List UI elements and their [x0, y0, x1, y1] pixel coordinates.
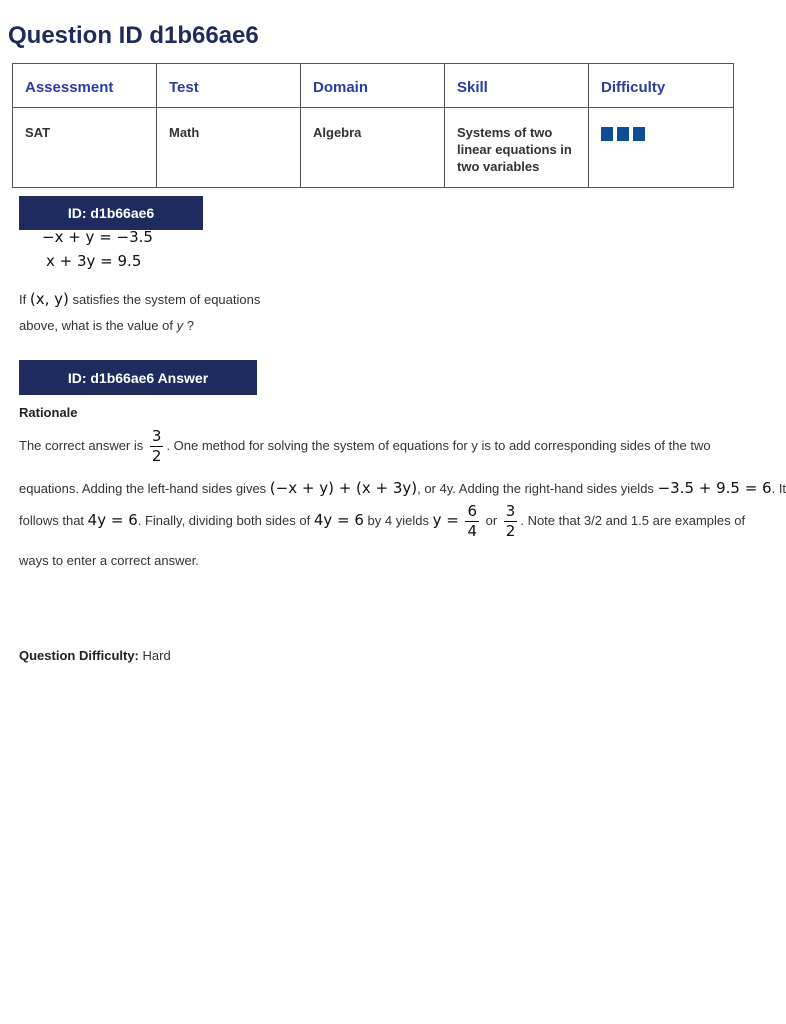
value-skill — [445, 108, 589, 188]
question-meta-table — [12, 63, 734, 188]
fraction-numerator: 6 — [467, 502, 477, 520]
skill-line: linear equations in — [457, 142, 572, 157]
header-skill: Skill — [445, 64, 589, 108]
rationale-text: . It — [771, 481, 786, 496]
header-difficulty: Difficulty — [589, 64, 734, 108]
math-expression: −3.5 + 9.5 = 6 — [657, 479, 772, 497]
skill-line: two variables — [457, 159, 540, 174]
header-domain: Domain — [301, 64, 445, 108]
rationale-text: by 4 yields — [367, 512, 429, 528]
rationale-line-4: ways to enter a correct answer. — [19, 553, 199, 568]
fraction-three-halves — [150, 428, 164, 465]
fraction-six-quarters — [465, 503, 479, 540]
header-test: Test — [157, 64, 301, 108]
difficulty-bar — [617, 127, 629, 141]
fraction-denominator: 4 — [467, 522, 477, 540]
fraction-denominator: 2 — [505, 522, 516, 540]
rationale-line-1 — [19, 428, 711, 465]
rationale-text: , or 4y. Adding the right-hand sides yields — [417, 481, 654, 496]
math-expression: (x, y) — [29, 290, 69, 308]
difficulty-value: Hard — [142, 648, 171, 663]
question-text: ? — [186, 318, 194, 333]
question-text: above, what is the value of — [19, 318, 173, 333]
math-expression: y = — [432, 510, 459, 529]
page-title: Question ID d1b66ae6 — [8, 22, 259, 49]
question-text: If — [19, 292, 27, 307]
rationale-text: or — [485, 512, 498, 528]
math-expression: (−x + y) + (x + 3y) — [269, 479, 418, 497]
rationale-text: . Note that 3/2 and 1.5 are examples of — [520, 512, 746, 528]
rationale-label: Rationale — [19, 405, 78, 420]
rationale-text: The correct answer is — [19, 437, 144, 453]
value-domain: Algebra — [301, 108, 445, 188]
answer-id-banner: ID: d1b66ae6 Answer — [19, 360, 257, 395]
question-id-banner: ID: d1b66ae6 — [19, 196, 203, 230]
math-expression: 4y = 6 — [87, 510, 138, 529]
math-expression: 4y = 6 — [313, 510, 364, 529]
rationale-line-3 — [19, 503, 745, 540]
question-text-line-1 — [19, 290, 260, 308]
difficulty-bars-icon — [601, 127, 721, 141]
rationale-text: . One method for solving the system of equations for y is to add corresponding sides of the two — [166, 437, 711, 453]
meta-value-row — [13, 108, 734, 188]
equation-2: x + 3y = 9.5 — [46, 252, 142, 270]
question-text: satisfies the system of equations — [72, 292, 261, 307]
equation-1: −x + y = −3.5 — [42, 228, 153, 246]
math-variable: y — [176, 318, 184, 333]
rationale-text: follows that — [19, 512, 85, 528]
difficulty-bar — [633, 127, 645, 141]
difficulty-label: Question Difficulty: — [19, 648, 139, 663]
fraction-denominator: 2 — [151, 447, 162, 465]
rationale-text: equations. Adding the left-hand sides gives — [19, 481, 267, 496]
rationale-line-2 — [19, 479, 786, 497]
skill-line: Systems of two — [457, 125, 553, 140]
question-difficulty — [19, 648, 171, 663]
question-text-line-2 — [19, 318, 194, 333]
header-assessment: Assessment — [13, 64, 157, 108]
value-difficulty — [589, 108, 734, 188]
difficulty-bar — [601, 127, 613, 141]
value-test: Math — [157, 108, 301, 188]
fraction-three-halves — [504, 503, 518, 540]
rationale-text: . Finally, dividing both sides of — [137, 512, 311, 528]
fraction-numerator: 3 — [151, 427, 162, 445]
fraction-numerator: 3 — [505, 502, 516, 520]
meta-header-row — [13, 64, 734, 108]
value-assessment: SAT — [13, 108, 157, 188]
